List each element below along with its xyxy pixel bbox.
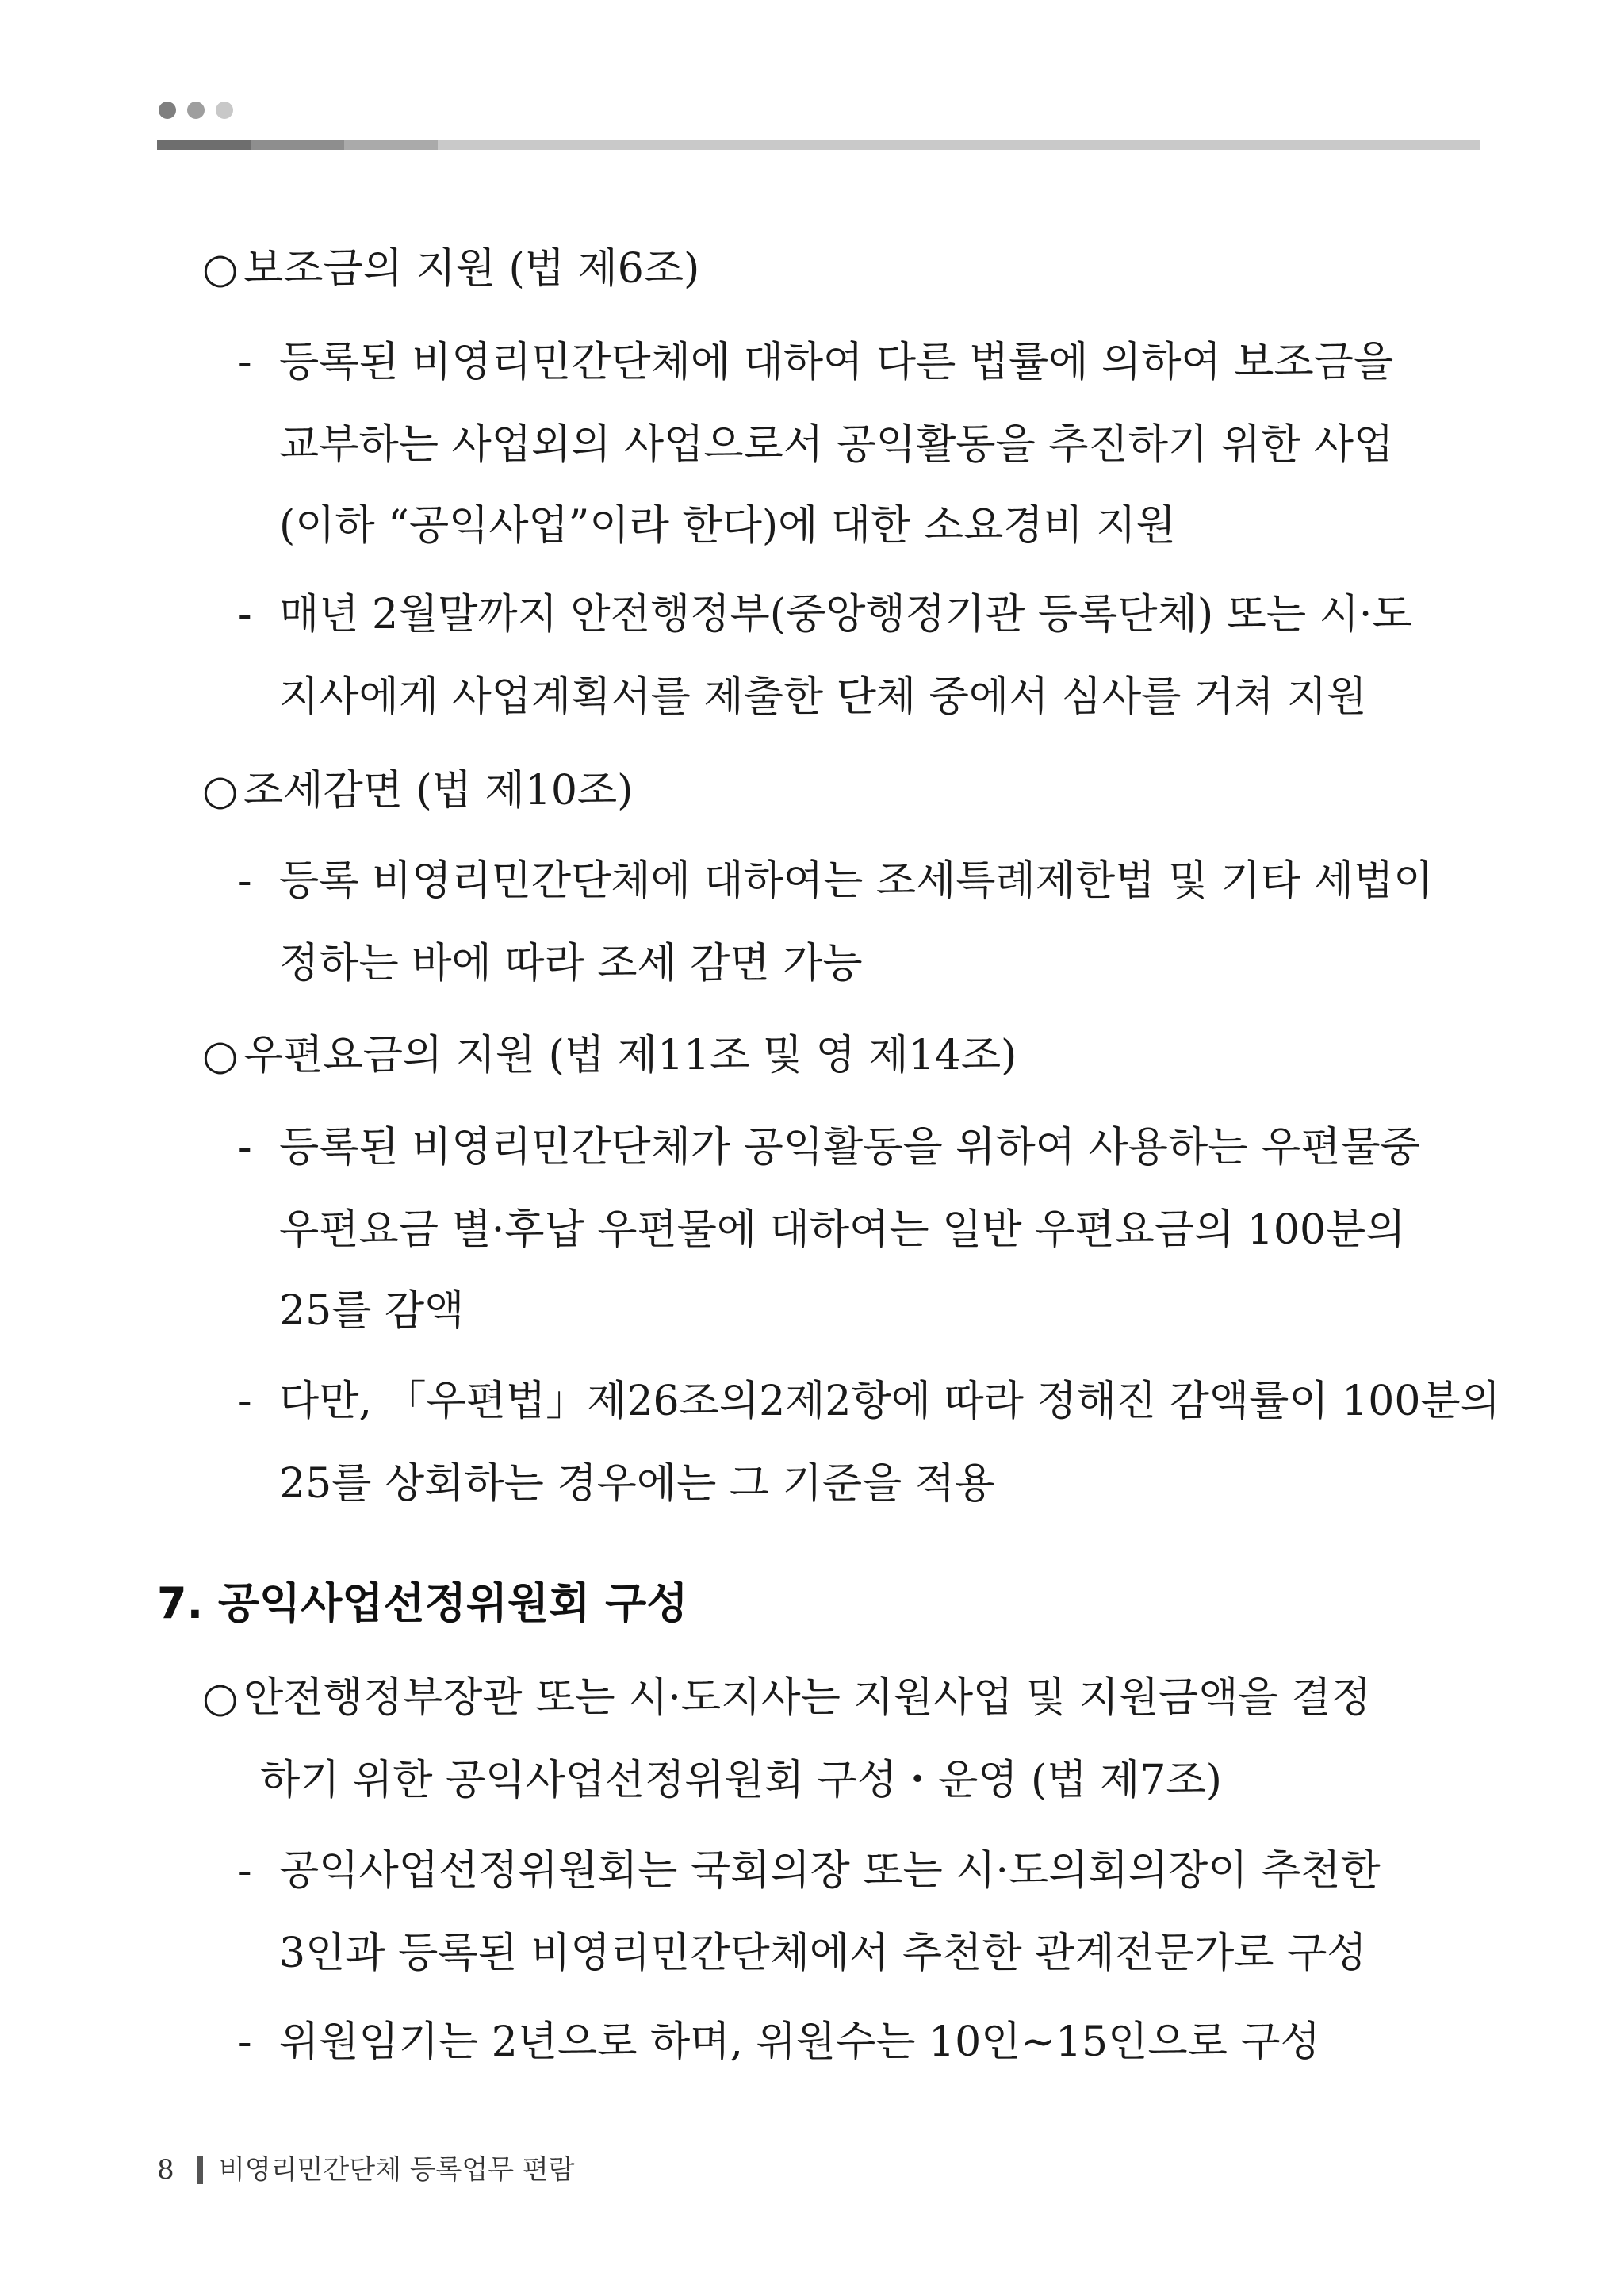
- postal-heading: ○ 우편요금의 지원 (법 제11조 및 영 제14조): [202, 1028, 1017, 1083]
- committee-item-2: - 위원임기는 2년으로 하며, 위원수는 10인~15인으로 구성: [238, 2014, 1320, 2070]
- dash-marker: -: [238, 591, 252, 638]
- header-dot-1: [159, 102, 176, 119]
- header-dot-3: [216, 102, 233, 119]
- bullet-circle-icon: ○: [202, 1032, 239, 1079]
- bullet-circle-icon: ○: [202, 1674, 239, 1722]
- committee-heading-line-2: 하기 위한 공익사업선정위원회 구성・운영 (법 제7조): [260, 1757, 1222, 1804]
- header-bar-segment-1: [157, 140, 251, 150]
- tax-item-1-line-2: 정하는 바에 따라 조세 감면 가능: [279, 940, 863, 987]
- postal-item-1: - 등록된 비영리민간단체가 공익활동을 위하여 사용하는 우편물중: [238, 1120, 1420, 1175]
- header-dot-2: [187, 102, 205, 119]
- postal-item-2-line-2: 25를 상회하는 경우에는 그 기준을 적용: [279, 1460, 995, 1508]
- dash-marker: -: [238, 1378, 252, 1425]
- subsidy-item-2: - 매년 2월말까지 안전행정부(중앙행정기관 등록단체) 또는 시·도: [238, 587, 1412, 642]
- section-title: 7. 공익사업선정위원회 구성: [157, 1578, 688, 1628]
- tax-item-1: - 등록 비영리민간단체에 대하여는 조세특례제한법 및 기타 세법이: [238, 853, 1433, 909]
- bullet-circle-icon: ○: [202, 767, 239, 815]
- subsidy-item-1-line-3: (이하 “공익사업”이라 한다)에 대한 소요경비 지원: [279, 502, 1176, 550]
- bullet-circle-icon: ○: [202, 245, 239, 293]
- footer-separator: [197, 2156, 203, 2184]
- header-bar-segment-2: [251, 140, 344, 150]
- subsidy-item-2-line-2: 지사에게 사업계획서를 제출한 단체 중에서 심사를 거쳐 지원: [279, 673, 1367, 721]
- subsidy-item-1-line-2: 교부하는 사업외의 사업으로서 공익활동을 추진하기 위한 사업: [279, 421, 1394, 469]
- header-bar-segment-3: [344, 140, 438, 150]
- postal-item-2: - 다만, 「우편법」제26조의2제2항에 따라 정해진 감액률이 100분의: [238, 1374, 1500, 1429]
- dash-marker: -: [238, 857, 252, 905]
- tax-heading: ○ 조세감면 (법 제10조): [202, 763, 633, 818]
- header-bar-segment-4: [438, 140, 1480, 150]
- dash-marker: -: [238, 1847, 252, 1895]
- dash-marker: -: [238, 339, 252, 386]
- committee-item-1: - 공익사업선정위원회는 국회의장 또는 시·도의회의장이 추천한: [238, 1843, 1381, 1899]
- committee-heading: ○ 안전행정부장관 또는 시·도지사는 지원사업 및 지원금액을 결정: [202, 1670, 1371, 1726]
- postal-item-1-line-3: 25를 감액: [279, 1287, 465, 1335]
- postal-item-1-line-2: 우편요금 별·후납 우편물에 대하여는 일반 우편요금의 100분의: [279, 1206, 1406, 1254]
- header-dots: [159, 102, 254, 119]
- page-number: 8: [157, 2154, 174, 2186]
- subsidy-heading: ○ 보조금의 지원 (법 제6조): [202, 241, 699, 297]
- committee-item-1-line-2: 3인과 등록된 비영리민간단체에서 추천한 관계전문가로 구성: [279, 1930, 1367, 1977]
- dash-marker: -: [238, 2018, 252, 2066]
- dash-marker: -: [238, 1124, 252, 1171]
- subsidy-item-1: - 등록된 비영리민간단체에 대하여 다른 법률에 의하여 보조금을: [238, 335, 1393, 390]
- footer-title: 비영리민간단체 등록업무 편람: [219, 2154, 575, 2186]
